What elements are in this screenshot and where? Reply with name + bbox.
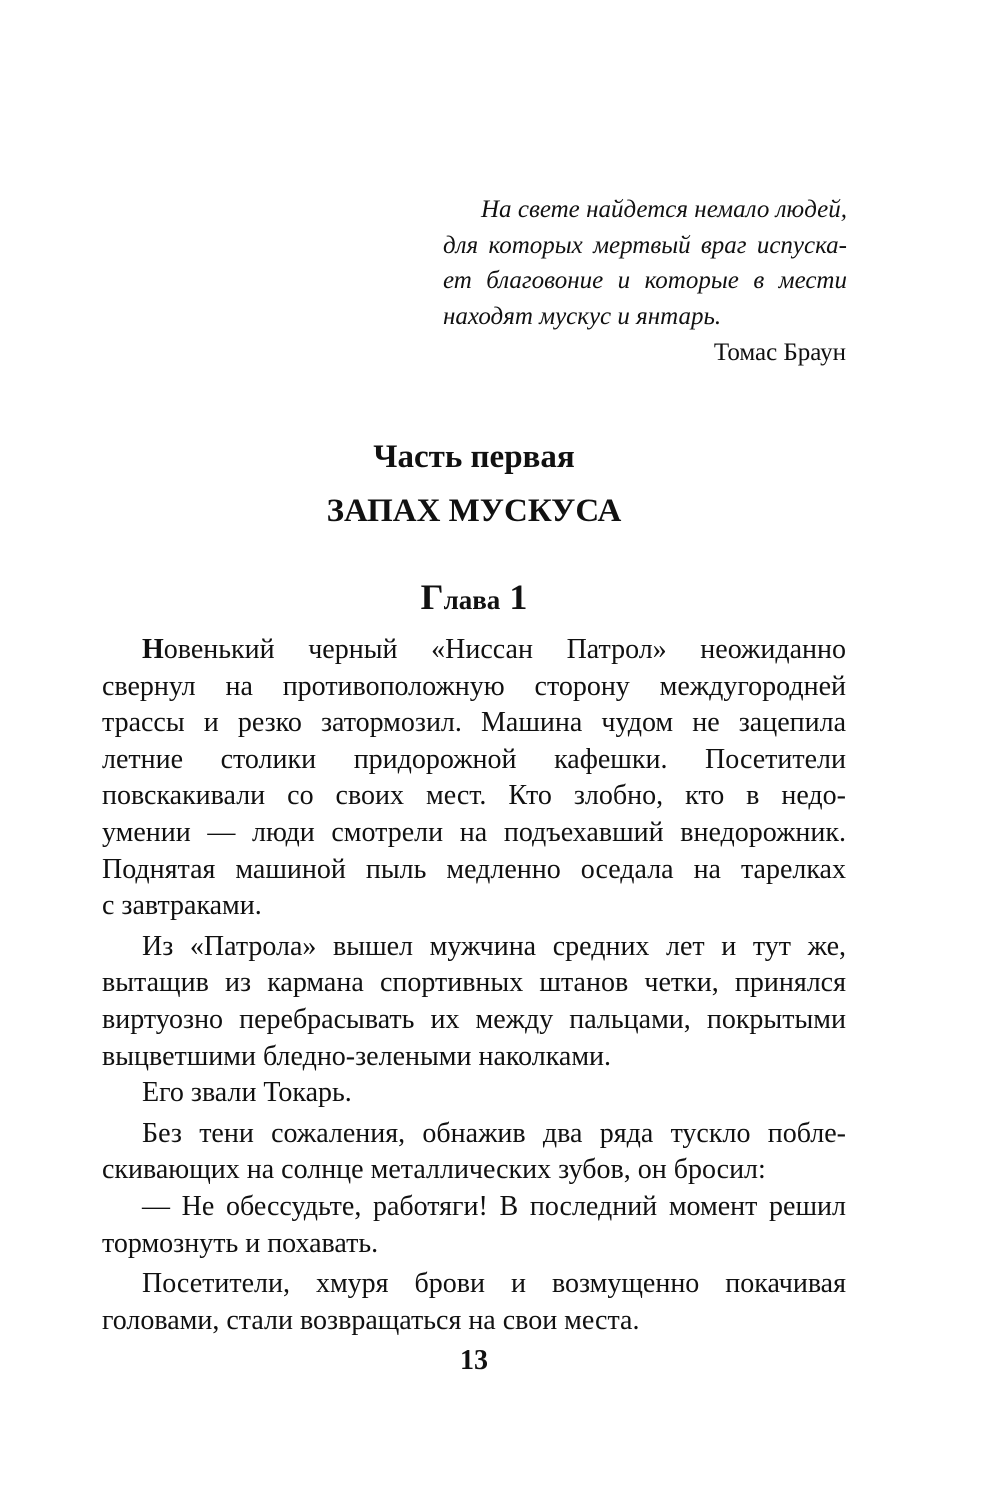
chapter-initial: Г [420, 577, 444, 617]
epigraph [443, 192, 847, 334]
body-text [102, 632, 846, 1339]
page-number: 13 [460, 1345, 488, 1376]
chapter-heading [0, 575, 948, 622]
epigraph-line: ет благовоние и которые в мести [443, 267, 847, 294]
body-line [102, 632, 846, 669]
body-line: вытащив из кармана спортивных штанов четки, принялся [102, 967, 846, 999]
chapter-number: 1 [509, 577, 528, 617]
body-line: — Не обессудьте, работяги! В последний момент решил [142, 1190, 846, 1222]
body-line: трассы и резко затормозил. Машина чудом не зацепила [102, 707, 846, 739]
body-line: с завтраками. [102, 890, 262, 922]
paragraph-initial: Н [142, 634, 164, 665]
body-line: выцветшими бледно-зелеными наколками. [102, 1040, 612, 1072]
body-line: Его звали Токарь. [142, 1077, 352, 1109]
part-label: Часть первая [373, 439, 575, 475]
body-line: повскакивали со своих мест. Кто злобно, кто в недо- [102, 780, 846, 812]
body-line: Из «Патрола» вышел мужчина средних лет и тут же, [142, 930, 846, 962]
body-line: виртуозно перебрасывать их между пальцами, покрытыми [102, 1003, 846, 1035]
epigraph-line: На свете найдется немало людей, [481, 196, 847, 223]
epigraph-author: Томас Браун [713, 339, 846, 366]
body-line: Посетители, хмуря брови и возмущенно покачивая [142, 1268, 846, 1300]
chapter-word-rest: лава [443, 585, 501, 615]
epigraph-line: для которых мертвый враг испуска- [443, 231, 847, 259]
body-line: умении — люди смотрели на подъехавший внедорожник. [102, 816, 846, 848]
epigraph-line: находят мускус и янтарь. [443, 302, 722, 330]
body-line: Без тени сожаления, обнажив два ряда тускло побле- [142, 1117, 846, 1149]
body-line-text: овенький черный «Ниссан Патрол» неожиданно [163, 634, 846, 665]
body-line: летние столики придорожной кафешки. Посетители [102, 743, 846, 775]
body-line: Поднятая машиной пыль медленно оседала на тарелках [102, 853, 846, 885]
body-line: скивающих на солнце металлических зубов, он бросил: [102, 1154, 766, 1186]
part-title: ЗАПАХ МУСКУСА [326, 493, 622, 529]
body-line: свернул на противоположную сторону междугородней [102, 670, 846, 702]
body-line: тормознуть и похавать. [102, 1227, 379, 1259]
body-line: головами, стали возвращаться на свои места. [102, 1304, 640, 1336]
